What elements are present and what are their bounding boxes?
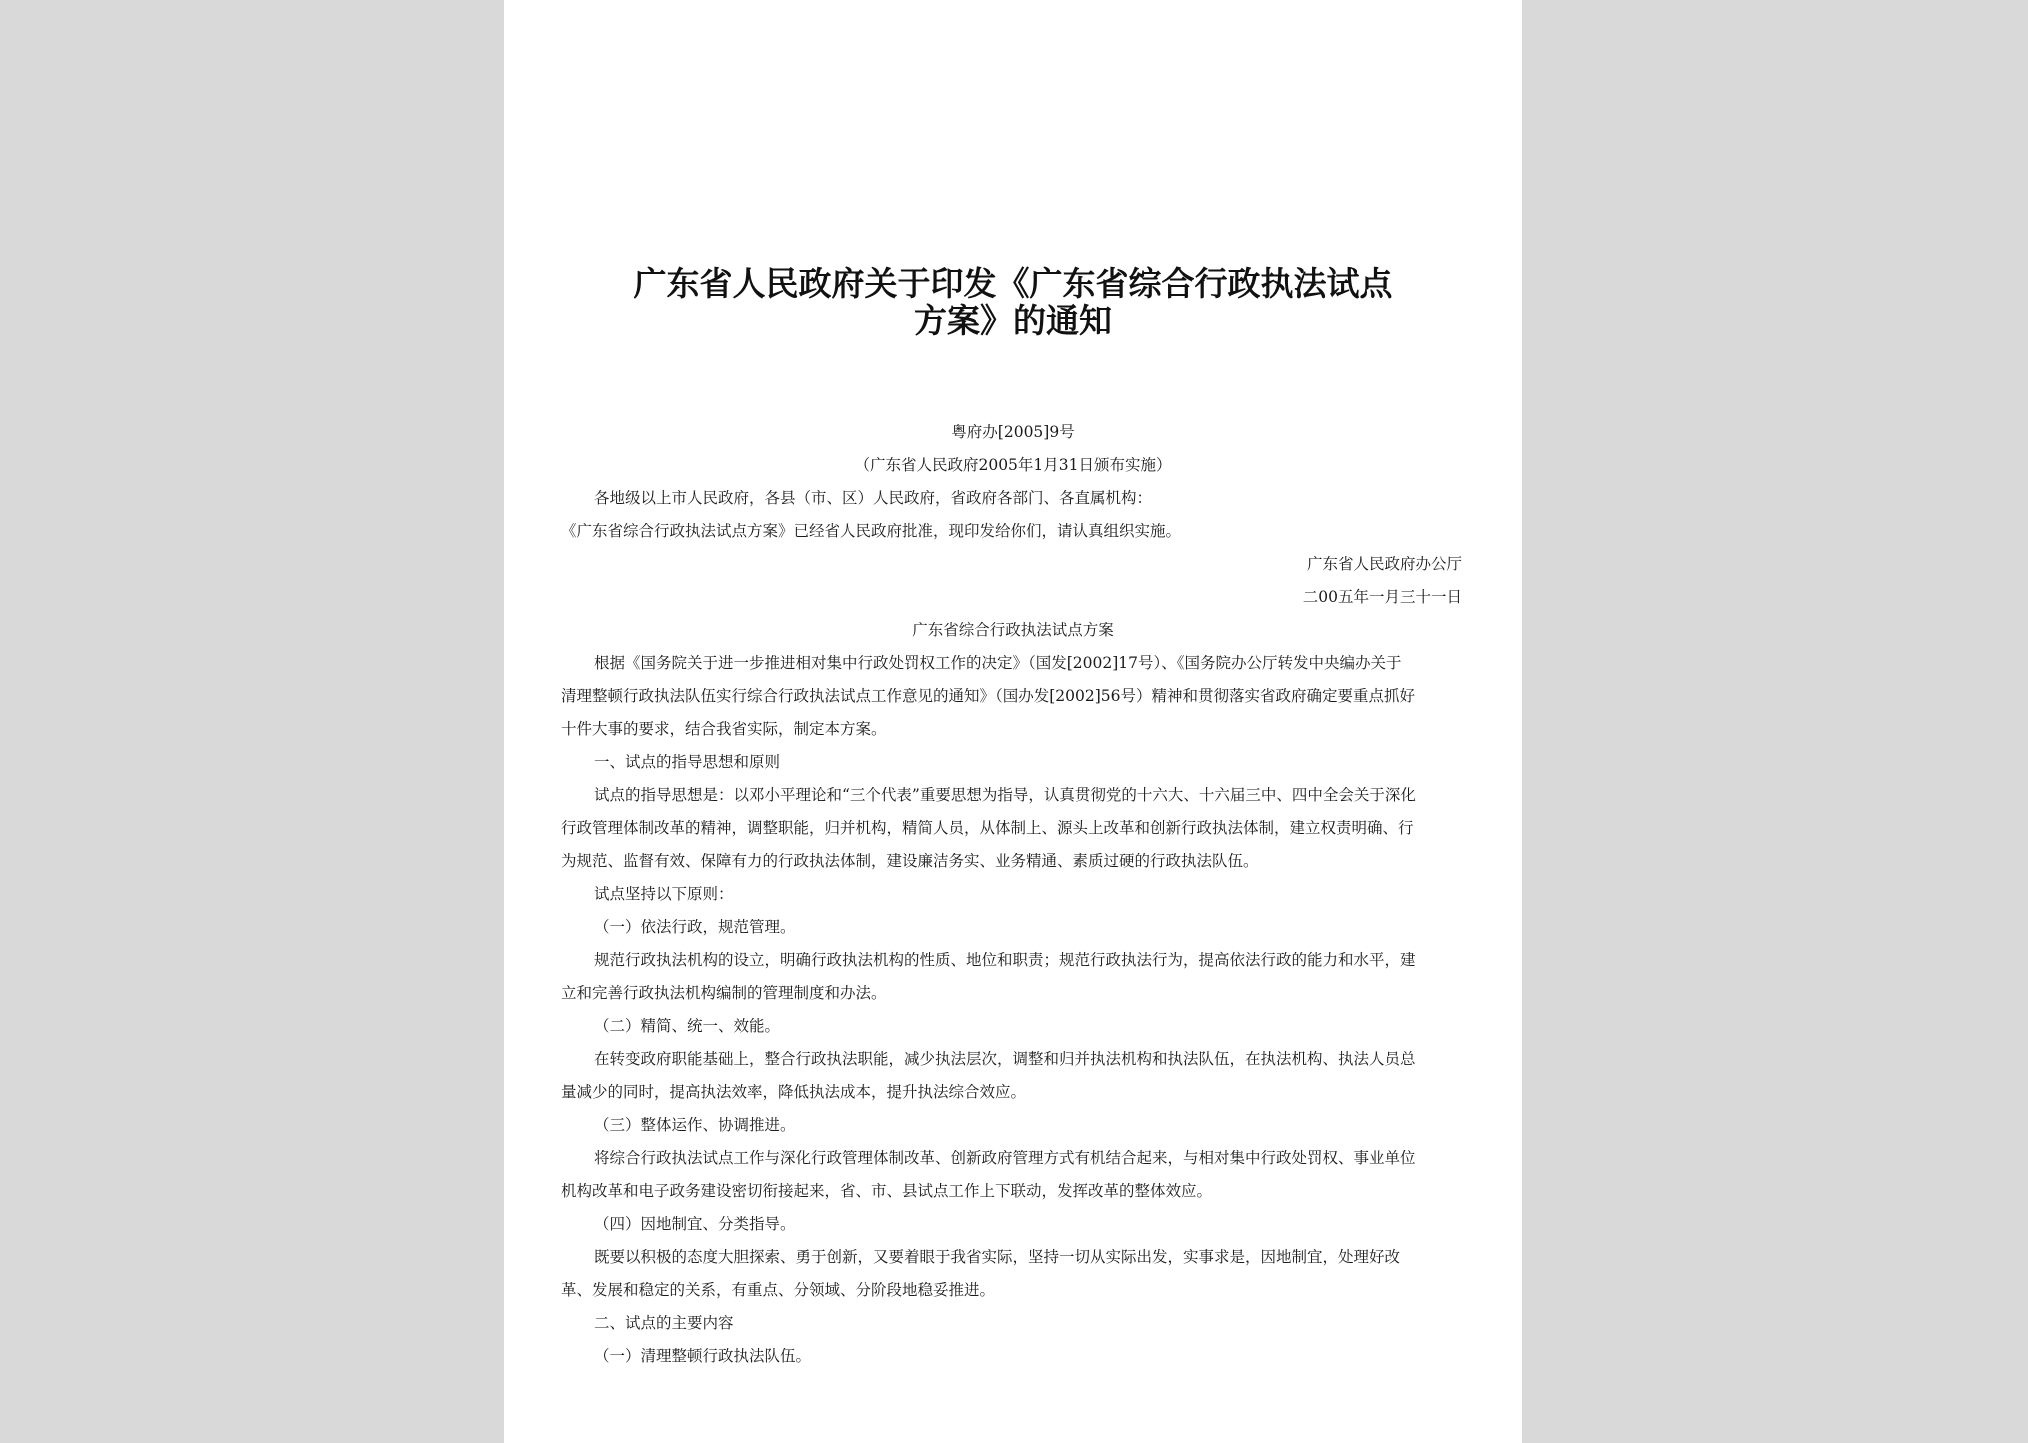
subsection-heading: （一）清理整顿行政执法队伍。	[594, 1347, 812, 1365]
document-title-line-1: 广东省人民政府关于印发《广东省综合行政执法试点	[633, 264, 1393, 303]
body-line: 既要以积极的态度大胆探索、勇于创新，又要着眼于我省实际，坚持一切从实际出发，实事求是，因地制宜，处理好改	[594, 1248, 1401, 1266]
subsection-heading: （二）精简、统一、效能。	[594, 1017, 781, 1035]
body-line: 行政管理体制改革的精神，调整职能，归并机构，精简人员，从体制上、源头上改革和创新行政执法体制，建立权责明确、行	[561, 819, 1414, 837]
body-line: 十件大事的要求，结合我省实际，制定本方案。	[561, 720, 887, 738]
body-line: 试点的指导思想是：以邓小平理论和“三个代表”重要思想为指导，认真贯彻党的十六大、十六届三中、四中全会关于深化	[594, 786, 1416, 804]
body-line: 量减少的同时，提高执法效率，降低执法成本，提升执法综合效应。	[561, 1083, 1027, 1101]
body-line: 立和完善行政执法机构编制的管理制度和办法。	[561, 984, 887, 1002]
subsection-heading: （一）依法行政，规范管理。	[594, 918, 796, 936]
signature-date: 二00五年一月三十一日	[1302, 588, 1462, 606]
document-title-line-2: 方案》的通知	[914, 301, 1112, 340]
body-line: 试点坚持以下原则：	[594, 885, 734, 903]
subsection-heading: （四）因地制宜、分类指导。	[594, 1215, 796, 1233]
salutation: 各地级以上市人民政府，各县（市、区）人民政府，省政府各部门、各直属机构：	[594, 489, 1153, 507]
issue-note: （广东省人民政府2005年1月31日颁布实施）	[854, 456, 1172, 474]
section-heading: 一、试点的指导思想和原则	[594, 753, 781, 771]
body-line: 将综合行政执法试点工作与深化行政管理体制改革、创新政府管理方式有机结合起来，与相对集中行政处罚权、事业单位	[594, 1149, 1416, 1167]
document-page	[504, 0, 1522, 1443]
body-line: 清理整顿行政执法队伍实行综合行政执法试点工作意见的通知》（国办发[2002]56号）精神和贯彻落实省政府确定要重点抓好	[561, 687, 1416, 705]
body-line: 规范行政执法机构的设立，明确行政执法机构的性质、地位和职责；规范行政执法行为，提高依法行政的能力和水平，建	[594, 951, 1416, 969]
section-heading: 二、试点的主要内容	[594, 1314, 734, 1332]
plan-title: 广东省综合行政执法试点方案	[912, 621, 1114, 639]
document-number: 粤府办[2005]9号	[951, 423, 1075, 441]
body-line: 为规范、监督有效、保障有力的行政执法体制，建设廉洁务实、业务精通、素质过硬的行政执法队伍。	[561, 852, 1259, 870]
body-line: 机构改革和电子政务建设密切衔接起来，省、市、县试点工作上下联动，发挥改革的整体效应。	[561, 1182, 1213, 1200]
body-line: 根据《国务院关于进一步推进相对集中行政处罚权工作的决定》（国发[2002]17号）、《国务院办公厅转发中央编办关于	[594, 654, 1402, 672]
body-line: 革、发展和稳定的关系，有重点、分领域、分阶段地稳妥推进。	[561, 1281, 996, 1299]
subsection-heading: （三）整体运作、协调推进。	[594, 1116, 796, 1134]
signature-org: 广东省人民政府办公厅	[1306, 555, 1462, 573]
intro-paragraph: 《广东省综合行政执法试点方案》已经省人民政府批准，现印发给你们，请认真组织实施。	[561, 522, 1182, 540]
body-line: 在转变政府职能基础上，整合行政执法职能，减少执法层次，调整和归并执法机构和执法队伍，在执法机构、执法人员总	[594, 1050, 1416, 1068]
